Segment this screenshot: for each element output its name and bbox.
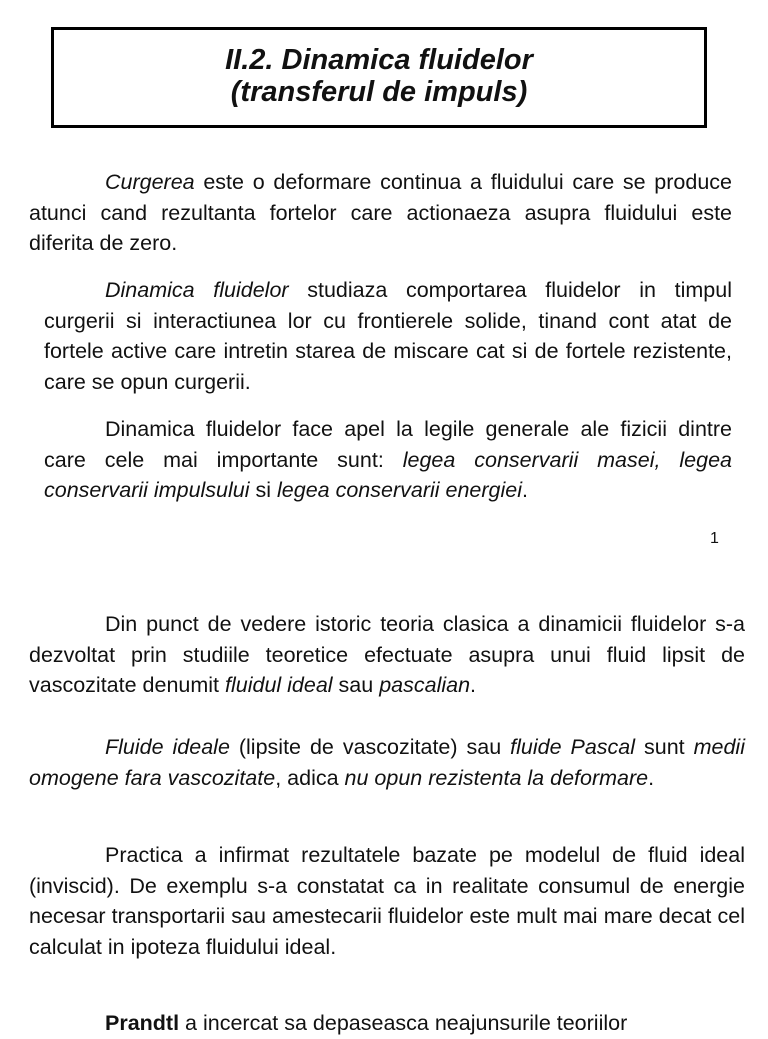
- paragraph-text: sunt: [635, 735, 694, 759]
- paragraph-fluide-ideale: [29, 732, 745, 793]
- paragraph-text: a incercat sa depaseasca neajunsurile teoriilor: [179, 1011, 628, 1035]
- term-law-1: legea conservarii masei, legea conservarii impulsului: [44, 447, 732, 502]
- paragraph-text: este o deformare continua a fluidului care se produce atunci cand rezultanta fortelor care actionaeza asupra fluidului este diferita de zero.: [29, 170, 732, 255]
- paragraph-text: (lipsite de vascozitate) sau: [229, 735, 511, 759]
- paragraph-text: Din punct de vedere istoric teoria clasica a dinamicii fluidelor s-a dezvoltat prin studiile teoretice efectuate asupra unui fluid lipsit de vascozitate denumit: [29, 612, 745, 697]
- paragraph-end: .: [470, 673, 477, 697]
- paragraph-text: Practica a infirmat rezultatele bazate pe modelul de fluid ideal (inviscid). De exemplu s-a constatat ca in realitate consumul de energie necesar transportarii sau amestecarii fluidelor este mult mai mare decat cel calculat in ipoteza fluidului ideal.: [29, 843, 745, 959]
- term-fluidul-ideal: fluidul ideal: [225, 673, 333, 697]
- paragraph-dinamica: [44, 275, 732, 397]
- paragraph-text: si: [249, 478, 278, 502]
- title-box: [51, 27, 707, 128]
- paragraph-text: sau: [332, 673, 380, 697]
- paragraph-istoric: [29, 609, 745, 701]
- term-law-2: legea conservarii energiei: [277, 478, 523, 502]
- paragraph-text: studiaza comportarea fluidelor in timpul curgerii si interactiunea lor cu frontierele solide, tinand cont atat de fortele active care intretin starea de miscare cat si de fortele rezistente, care se opun curgerii.: [44, 278, 732, 394]
- term-dinamica-fluidelor: Dinamica fluidelor: [105, 278, 289, 302]
- paragraph-curgerea: [29, 167, 732, 259]
- term-nu-opun-rezistenta: nu opun rezistenta la deformare: [344, 765, 649, 790]
- term-curgerea: Curgerea: [105, 170, 195, 194]
- paragraph-end: .: [522, 478, 529, 502]
- term-fluide-ideale: Fluide ideale: [105, 735, 230, 759]
- paragraph-text: Dinamica fluidelor face apel la legile generale ale fizicii dintre care cele mai importante sunt:: [44, 417, 732, 472]
- title-line-2: (transferul de impuls): [230, 76, 528, 108]
- paragraph-practica: [29, 840, 745, 962]
- paragraph-text: , adica: [275, 765, 345, 790]
- term-fluide-pascal: fluide Pascal: [510, 735, 636, 759]
- term-medii-omogene: medii omogene fara vascozitate: [29, 735, 745, 790]
- title-line-1: II.2. Dinamica fluidelor: [225, 44, 533, 76]
- paragraph-end: .: [648, 765, 655, 790]
- name-prandtl: Prandtl: [105, 1011, 180, 1035]
- paragraph-prandtl: [29, 1008, 745, 1039]
- paragraph-legi: [44, 414, 732, 506]
- term-pascalian: pascalian: [379, 673, 471, 697]
- page-number: 1: [710, 530, 719, 547]
